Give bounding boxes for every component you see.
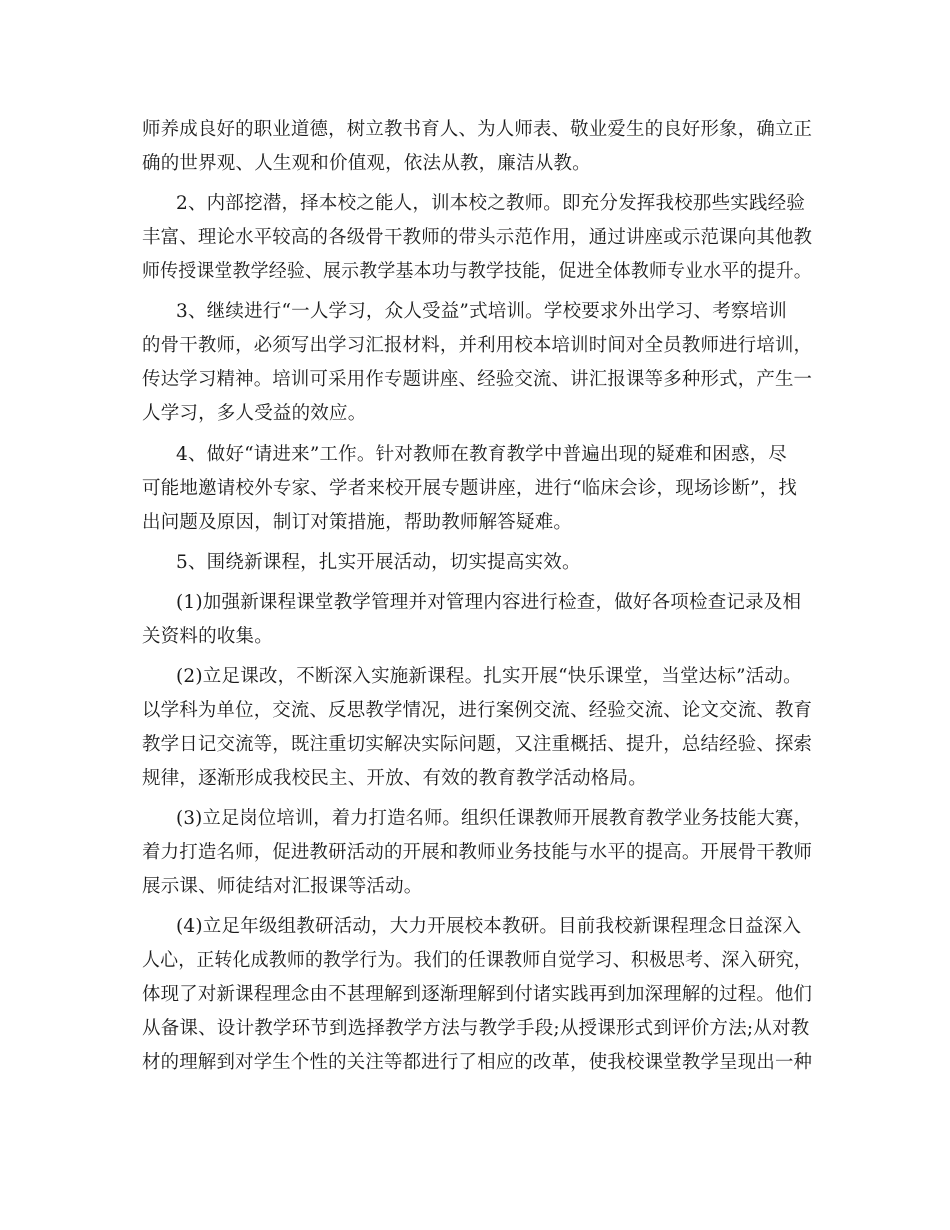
text-line: 人心，正转化成教师的教学行为。我们的任课教师自觉学习、积极思考、深入研究， [142,950,812,971]
text-line: 材的理解到对学生个性的关注等都进行了相应的改革，使我校课堂教学呈现出一种 [142,1052,813,1073]
text-line: 师传授课堂教学经验、展示教学基本功与教学技能，促进全体教师专业水平的提升。 [142,261,812,282]
text-line: 着力打造名师，促进教研活动的开展和教师业务技能与水平的提高。开展骨干教师 [142,842,813,863]
paragraph-start: (3)立足岗位培训，着力打造名师。组织任课教师开展教育教学业务技能大赛， [176,808,812,829]
text-line: 以学科为单位，交流、反思教学情况，进行案例交流、经验交流、论文交流、教育 [142,700,813,721]
text-line: 可能地邀请校外专家、学者来校开展专题讲座，进行“临床会诊，现场诊断”，找 [142,478,798,499]
text-line: 出问题及原因，制订对策措施，帮助教师解答疑难。 [142,512,573,533]
text-line: 丰富、理论水平较高的各级骨干教师的带头示范作用，通过讲座或示范课向其他教 [142,227,813,248]
text-line: 人学习，多人受益的效应。 [142,403,367,424]
paragraph-start: 3、继续进行“一人学习，众人受益”式培训。学校要求外出学习、考察培训 [176,301,787,322]
text-line: 的骨干教师，必须写出学习汇报材料，并利用校本培训时间对全员教师进行培训， [142,335,813,356]
text-line: 教学日记交流等，既注重切实解决实际问题，又注重概括、提升，总结经验、探索 [142,734,813,755]
paragraph-start: 5、围绕新课程，扎实开展活动，切实提高实效。 [176,552,581,573]
text-line: 从备课、设计教学环节到选择教学方法与教学手段;从授课形式到评价方法;从对教 [142,1018,810,1039]
text-line: 体现了对新课程理念由不甚理解到逐渐理解到付诸实践再到加深理解的过程。他们 [142,984,813,1005]
paragraph-start: 4、做好“请进来”工作。针对教师在教育教学中普遍出现的疑难和困惑，尽 [176,444,787,465]
paragraph-start: (1)加强新课程课堂教学管理并对管理内容进行检查，做好各项检查记录及相 [176,592,802,613]
text-line: 师养成良好的职业道德，树立教书育人、为人师表、敬业爱生的良好形象，确立正 [142,119,813,140]
text-line: 规律，逐渐形成我校民主、开放、有效的教育教学活动格局。 [142,768,647,789]
paragraph-start: 2、内部挖潜，择本校之能人，训本校之教师。即充分发挥我校那些实践经验 [176,193,806,214]
text-line: 关资料的收集。 [142,626,273,647]
paragraph-start: (4)立足年级组教研活动，大力开展校本教研。目前我校新课程理念日益深入 [176,916,802,937]
text-line: 确的世界观、人生观和价值观，依法从教，廉洁从教。 [142,153,591,174]
text-line: 传达学习精神。培训可采用作专题讲座、经验交流、讲汇报课等多种形式，产生一 [142,369,813,390]
text-line: 展示课、师徒结对汇报课等活动。 [142,876,423,897]
paragraph-start: (2)立足课改，不断深入实施新课程。扎实开展“快乐课堂，当堂达标”活动。 [176,666,802,687]
